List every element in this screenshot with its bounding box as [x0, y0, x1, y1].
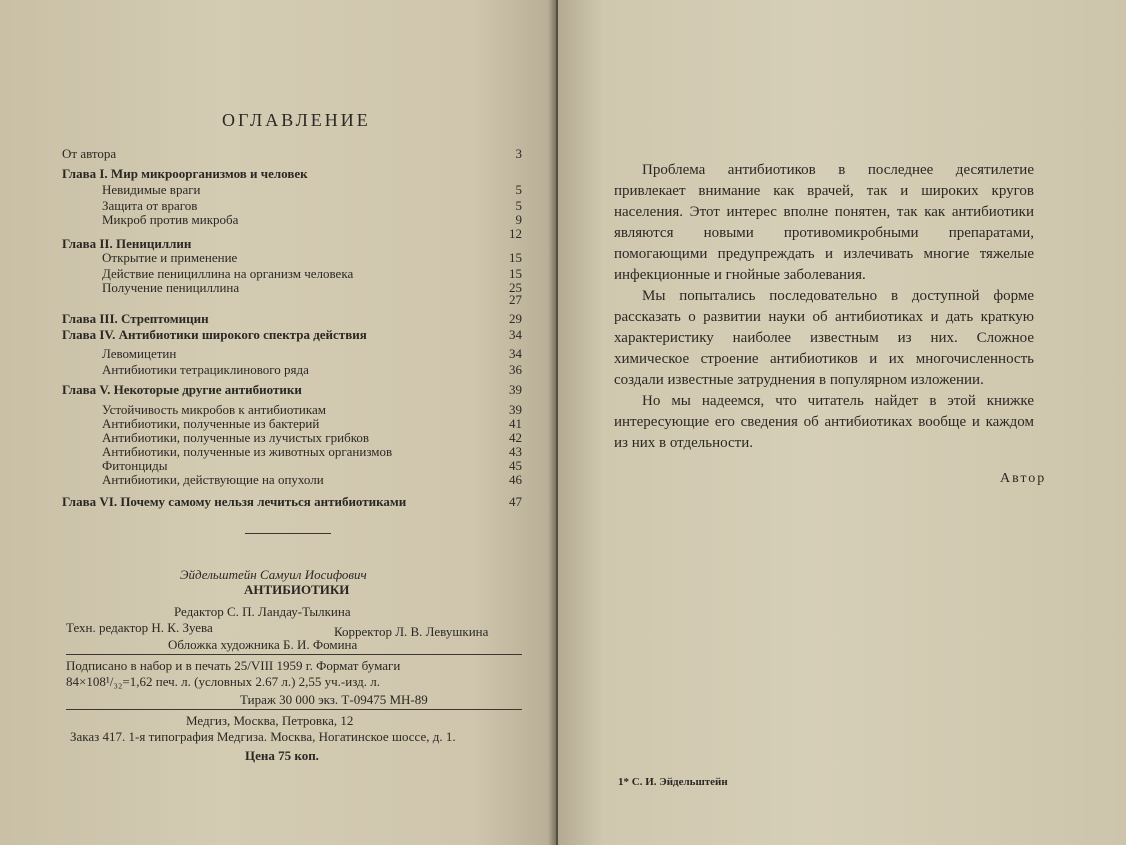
toc-entry: Невидимые враги 5: [102, 182, 522, 197]
toc-chapter: Глава III. Стрептомицин 29: [62, 311, 522, 326]
imprint-price: Цена 75 коп.: [245, 748, 319, 763]
imprint-corrector: Корректор Л. В. Левушкина: [334, 624, 489, 639]
foreword-paragraph: Но мы надеемся, что читатель найдет в этой книжке интересующие его сведения об антибиотиках вообще и каждом из них в отдельности.: [614, 393, 1034, 451]
toc-entry: Открытие и применение 15: [102, 250, 522, 265]
imprint-author: Эйдельштейн Самуил Иосифович: [180, 567, 367, 582]
toc-entry: Устойчивость микробов к антибиотикам 39: [102, 402, 522, 417]
foreword-author: Автор: [1000, 471, 1047, 486]
divider: [66, 709, 522, 710]
foreword: [614, 160, 1034, 454]
toc-entry: Получение пенициллина 25: [102, 280, 522, 295]
toc-chapter: Глава VI. Почему самому нельзя лечиться антибиотиками 47: [62, 494, 522, 509]
imprint-order: Заказ 417. 1-я типография Медгиза. Москва, Ногатинское шоссе, д. 1.: [70, 729, 456, 744]
imprint-signed: Подписано в набор и в печать 25/VIII 1959 г. Формат бумаги: [66, 658, 401, 673]
imprint-publisher: Медгиз, Москва, Петровка, 12: [186, 713, 354, 728]
divider: [245, 533, 331, 534]
toc-chapter: Глава II. Пенициллин: [62, 236, 192, 251]
toc-entry: 27: [509, 292, 522, 307]
imprint-editor: Редактор С. П. Ландау-Тылкина: [174, 604, 351, 619]
toc-entry: Антибиотики, действующие на опухоли 46: [102, 472, 522, 487]
signature-mark: 1* С. И. Эйдельштейн: [618, 776, 728, 788]
toc-entry: Антибиотики, полученные из лучистых грибков 42: [102, 430, 522, 445]
foreword-paragraph: Проблема антибиотиков в последнее десятилетие привлекает внимание как врачей, так и широких кругов населения. Этот интерес вполне понятен, так как антибиотики являются новыми противомикробными препаратами, помогающими предупреждать и излечивать многие тяжелые инфекционные и гнойные заболевания.: [614, 162, 1034, 283]
toc-entry: Левомицетин 34: [102, 346, 522, 361]
divider: [66, 654, 522, 655]
toc-entry: Антибиотики, полученные из бактерий 41: [102, 416, 522, 431]
left-page: [0, 0, 556, 845]
foreword-paragraph: Мы попытались последовательно в доступной форме рассказать о развитии науки об антибиотиках и дать краткую характеристику наиболее известным из них. Сложное химическое строение антибиотиков и их многочисленность создали известные затруднения в популярном изложении.: [614, 288, 1034, 388]
toc-entry: Фитонциды 45: [102, 458, 522, 473]
toc-entry: Антибиотики, полученные из животных организмов 43: [102, 444, 522, 459]
toc-entry: Защита от врагов 5: [102, 198, 522, 213]
imprint-format: 84×108¹/₃₂=1,62 печ. л. (условных 2.67 л.) 2,55 уч.-изд. л.: [66, 674, 380, 689]
imprint-title: АНТИБИОТИКИ: [244, 582, 350, 597]
toc-entry: Действие пенициллина на организм человека 15: [102, 266, 522, 281]
toc-title: ОГЛАВЛЕНИЕ: [222, 110, 371, 130]
imprint-tech-editor: Техн. редактор Н. К. Зуева: [66, 620, 213, 635]
imprint-print-run: Тираж 30 000 экз. Т-09475 МН-89: [240, 692, 428, 707]
toc-entry: Антибиотики тетрациклинового ряда 36: [102, 362, 522, 377]
toc-entry: 12: [509, 226, 522, 241]
toc-entry: От автора 3: [62, 146, 522, 161]
toc-chapter: Глава I. Мир микроорганизмов и человек: [62, 166, 308, 181]
imprint-cover: Обложка художника Б. И. Фомина: [168, 637, 358, 652]
toc-entry: Микроб против микроба 9: [102, 212, 522, 227]
toc-chapter: Глава IV. Антибиотики широкого спектра действия 34: [62, 327, 522, 342]
toc-chapter: Глава V. Некоторые другие антибиотики 39: [62, 382, 522, 397]
